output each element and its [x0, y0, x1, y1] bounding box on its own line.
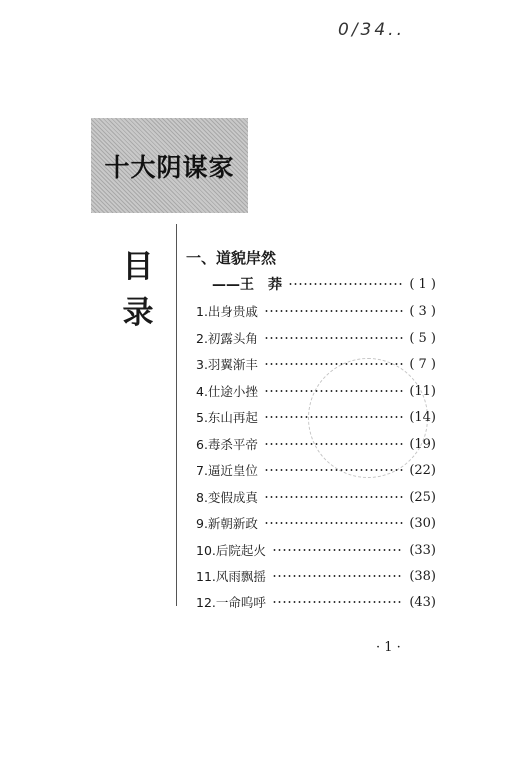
- toc-entry-label: 10.后院起火: [196, 543, 266, 558]
- leader-dots: [264, 443, 403, 445]
- toc-entry[interactable]: [196, 355, 436, 373]
- leader-dots: [288, 283, 403, 285]
- page-ref: (25): [409, 489, 436, 505]
- leader-dots: [264, 390, 403, 392]
- page-ref: ( 5 ): [409, 330, 436, 346]
- page-ref: (11): [409, 383, 436, 399]
- handwritten-catalog-number: 0/34..: [338, 20, 405, 40]
- book-title-banner: [91, 118, 248, 213]
- page-ref: ( 7 ): [409, 356, 436, 372]
- divider-line: [176, 224, 177, 606]
- book-title: 十大阴谋家: [104, 152, 235, 182]
- toc-entry[interactable]: [196, 541, 436, 559]
- leader-dots: [264, 310, 403, 312]
- leader-dots: [272, 601, 403, 603]
- page-ref: (22): [409, 462, 436, 478]
- toc-entry-label: 6.毒杀平帝: [196, 437, 258, 452]
- leader-dots: [264, 469, 403, 471]
- toc-entry-label: 1.出身贵戚: [196, 304, 258, 319]
- leader-dots: [272, 549, 403, 551]
- chapter-author: ——王 莽: [212, 277, 282, 293]
- toc-entry[interactable]: [196, 382, 436, 400]
- leader-dots: [264, 522, 403, 524]
- leader-dots: [264, 337, 403, 339]
- toc-entry-label: 5.东山再起: [196, 410, 258, 425]
- toc-entry-label: 12.一命呜呼: [196, 595, 266, 610]
- page-ref: (33): [409, 542, 436, 558]
- toc-entry-label: 9.新朝新政: [196, 516, 258, 531]
- page-ref: (38): [409, 568, 436, 584]
- toc-entry-label: 2.初露头角: [196, 331, 258, 346]
- page-ref: ( 1 ): [409, 276, 436, 292]
- toc-entry-label: 11.风雨飘摇: [196, 569, 266, 584]
- toc-entry[interactable]: [196, 593, 436, 611]
- chapter-author-entry[interactable]: [212, 275, 436, 293]
- toc-entry-label: 8.变假成真: [196, 490, 258, 505]
- page-ref: (19): [409, 436, 436, 452]
- toc-entry[interactable]: [196, 408, 436, 426]
- page-number: · 1 ·: [376, 640, 401, 655]
- page-ref: (30): [409, 515, 436, 531]
- toc-entry[interactable]: [196, 329, 436, 347]
- page-ref: (43): [409, 594, 436, 610]
- toc-entry-label: 3.羽翼渐丰: [196, 357, 258, 372]
- toc-entry[interactable]: [196, 461, 436, 479]
- toc-entry-label: 4.仕途小挫: [196, 384, 258, 399]
- toc-entry[interactable]: [196, 435, 436, 453]
- toc-entry[interactable]: [196, 567, 436, 585]
- leader-dots: [264, 363, 403, 365]
- toc-entry[interactable]: [196, 488, 436, 506]
- toc-entry-label: 7.逼近皇位: [196, 463, 258, 478]
- toc-entry[interactable]: [196, 514, 436, 532]
- page-ref: (14): [409, 409, 436, 425]
- leader-dots: [272, 575, 403, 577]
- toc-entry[interactable]: [196, 302, 436, 320]
- toc-heading-char: 目: [122, 249, 154, 285]
- toc-heading: [120, 244, 156, 336]
- leader-dots: [264, 416, 403, 418]
- chapter-title: 一、道貌岸然: [186, 249, 277, 267]
- toc-heading-char: 录: [122, 295, 154, 331]
- leader-dots: [264, 496, 403, 498]
- page-ref: ( 3 ): [409, 303, 436, 319]
